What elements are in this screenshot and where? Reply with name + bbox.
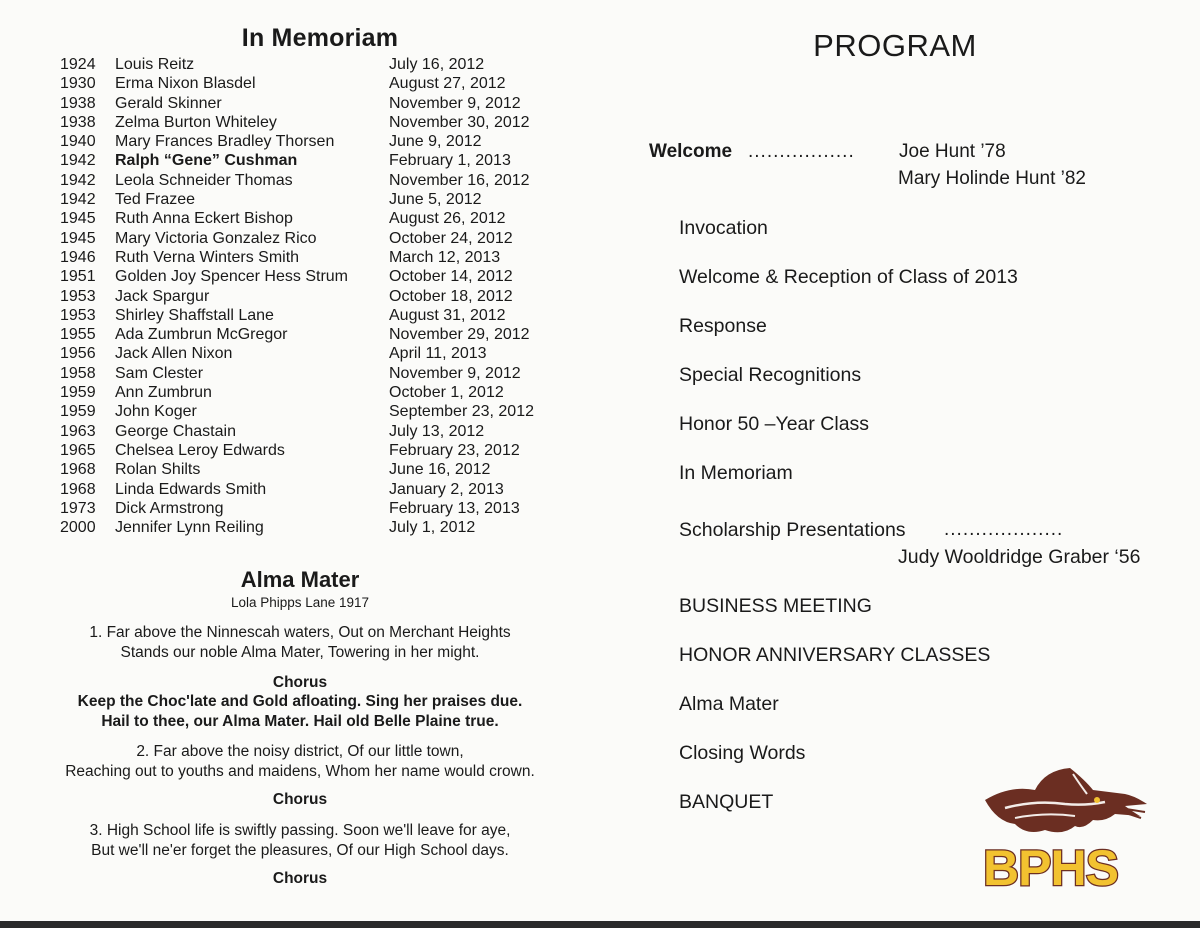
program-item-special-recognitions: Special Recognitions — [679, 364, 862, 386]
memoriam-row — [60, 518, 620, 537]
memoriam-year: 1953 — [60, 306, 96, 324]
chorus-line-2: Hail to thee, our Alma Mater. Hail old Belle Plaine true. — [101, 712, 499, 730]
memoriam-name: Ruth Verna Winters Smith — [115, 248, 300, 266]
memoriam-date: August 31, 2012 — [389, 306, 506, 324]
logo-text: BPHS — [983, 840, 1118, 895]
memoriam-year: 1968 — [60, 461, 96, 479]
memoriam-date: October 24, 2012 — [389, 229, 513, 247]
memoriam-date: June 9, 2012 — [389, 133, 482, 151]
memoriam-year: 1942 — [60, 152, 96, 170]
memoriam-date: June 16, 2012 — [389, 461, 491, 479]
chorus-heading-2: Chorus — [272, 791, 328, 808]
memoriam-name: Chelsea Leroy Edwards — [115, 441, 285, 459]
memoriam-row — [60, 287, 620, 306]
memoriam-date: November 9, 2012 — [389, 94, 521, 112]
memoriam-row — [60, 171, 620, 190]
memoriam-row — [60, 499, 620, 518]
memoriam-row — [60, 422, 620, 441]
verse-3 — [0, 821, 600, 860]
memoriam-date: June 5, 2012 — [389, 191, 482, 209]
memoriam-year: 1959 — [60, 403, 96, 421]
bphs-logo — [975, 760, 1155, 895]
memoriam-name: Dick Armstrong — [115, 499, 224, 517]
memoriam-year: 1946 — [60, 248, 96, 266]
memoriam-year: 1953 — [60, 287, 96, 305]
memoriam-name: Gerald Skinner — [115, 94, 222, 112]
memoriam-date: October 18, 2012 — [389, 287, 513, 305]
program-item-in-memoriam: In Memoriam — [679, 462, 793, 484]
memoriam-row — [60, 55, 620, 74]
program-item-response: Response — [679, 315, 767, 337]
memoriam-name: Ann Zumbrun — [115, 384, 212, 402]
program-item-invocation: Invocation — [679, 217, 768, 239]
memoriam-list — [60, 55, 620, 537]
memoriam-year: 1963 — [60, 422, 96, 440]
memoriam-row — [60, 113, 620, 132]
memoriam-name: Rolan Shilts — [115, 461, 201, 479]
memoriam-year: 1938 — [60, 94, 96, 112]
alma-mater-author: Lola Phipps Lane 1917 — [230, 595, 370, 610]
memoriam-date: January 2, 2013 — [389, 480, 504, 498]
verse-1-line-2: Stands our noble Alma Mater, Towering in her might. — [120, 643, 480, 661]
memoriam-row — [60, 306, 620, 325]
verse-1 — [0, 623, 600, 662]
memoriam-year: 1973 — [60, 499, 96, 517]
memoriam-date: August 27, 2012 — [389, 75, 506, 93]
memoriam-row — [60, 132, 620, 151]
scholarship-presenter: Judy Wooldridge Graber ‘56 — [898, 546, 1141, 568]
memoriam-name: Ada Zumbrun McGregor — [115, 326, 288, 344]
verse-3-line-2: But we'll ne'er forget the pleasures, Of our High School days. — [91, 841, 509, 859]
memoriam-name: George Chastain — [115, 422, 236, 440]
memoriam-date: April 11, 2013 — [389, 345, 487, 363]
memoriam-year: 1938 — [60, 113, 96, 131]
memoriam-row — [60, 151, 620, 170]
program-item-scholarship: Scholarship Presentations — [679, 519, 906, 541]
memoriam-row — [60, 229, 620, 248]
memoriam-year: 1959 — [60, 384, 96, 402]
memoriam-name: Jack Allen Nixon — [115, 345, 233, 363]
memoriam-date: November 30, 2012 — [389, 113, 530, 131]
verse-2-line-2: Reaching out to youths and maidens, Whom her name would crown. — [65, 762, 535, 780]
program-item-alma-mater: Alma Mater — [679, 693, 779, 715]
program-item-honor-anniversary: HONOR ANNIVERSARY CLASSES — [679, 644, 991, 666]
program-item-honor-50-year: Honor 50 –Year Class — [679, 413, 870, 435]
verse-2 — [0, 742, 600, 781]
memoriam-name: Erma Nixon Blasdel — [115, 75, 256, 93]
welcome-host-1: Joe Hunt ’78 — [899, 141, 1006, 162]
welcome-leader-dots: ................. — [748, 141, 855, 162]
memoriam-row — [60, 94, 620, 113]
memoriam-name: Ralph “Gene” Cushman — [115, 152, 298, 170]
memoriam-year: 1940 — [60, 133, 96, 151]
memoriam-name: Zelma Burton Whiteley — [115, 113, 277, 131]
scholarship-leader-dots: ................... — [944, 519, 1064, 540]
memoriam-name: Leola Schneider Thomas — [115, 171, 293, 189]
chorus-text — [0, 692, 600, 731]
memoriam-row — [60, 267, 620, 286]
memoriam-name: John Koger — [115, 403, 197, 421]
program-item-business-meeting: BUSINESS MEETING — [679, 595, 872, 617]
memoriam-year: 1965 — [60, 441, 96, 459]
memoriam-name: Louis Reitz — [115, 56, 195, 73]
memoriam-row — [60, 190, 620, 209]
memoriam-name: Ruth Anna Eckert Bishop — [115, 210, 293, 228]
memoriam-title: In Memoriam — [241, 24, 399, 52]
chorus-heading-3: Chorus — [272, 870, 328, 887]
memoriam-date: October 14, 2012 — [389, 268, 513, 286]
memoriam-row — [60, 209, 620, 228]
memoriam-year: 1968 — [60, 480, 96, 498]
memoriam-date: February 1, 2013 — [389, 152, 511, 170]
memoriam-row — [60, 441, 620, 460]
memoriam-year: 1942 — [60, 191, 96, 209]
memoriam-year: 1951 — [60, 268, 96, 286]
memoriam-date: November 16, 2012 — [389, 171, 530, 189]
memoriam-row — [60, 383, 620, 402]
program-title: PROGRAM — [813, 28, 977, 63]
welcome-host-2: Mary Holinde Hunt ’82 — [898, 168, 1086, 189]
memoriam-date: February 23, 2012 — [389, 441, 520, 459]
memoriam-date: July 13, 2012 — [389, 422, 485, 440]
memoriam-date: November 9, 2012 — [389, 364, 521, 382]
memoriam-date: March 12, 2013 — [389, 248, 501, 266]
memoriam-name: Mary Frances Bradley Thorsen — [115, 133, 335, 151]
memoriam-year: 1956 — [60, 345, 96, 363]
memoriam-row — [60, 74, 620, 93]
memoriam-name: Jennifer Lynn Reiling — [115, 519, 264, 537]
memoriam-year: 1958 — [60, 364, 96, 382]
program-item-closing-words: Closing Words — [679, 742, 806, 764]
memoriam-name: Shirley Shaffstall Lane — [115, 306, 274, 324]
memoriam-row — [60, 402, 620, 421]
memoriam-name: Golden Joy Spencer Hess Strum — [115, 268, 348, 286]
program-item-welcome-reception: Welcome & Reception of Class of 2013 — [679, 266, 1018, 288]
welcome-label: Welcome — [649, 141, 733, 162]
memoriam-date: October 1, 2012 — [389, 384, 504, 402]
memoriam-row — [60, 344, 620, 363]
memoriam-row — [60, 248, 620, 267]
memoriam-year: 1945 — [60, 229, 96, 247]
memoriam-name: Ted Frazee — [115, 191, 196, 209]
program-item-banquet: BANQUET — [679, 791, 774, 813]
memoriam-year: 2000 — [60, 519, 96, 537]
memoriam-row — [60, 325, 620, 344]
memoriam-date: August 26, 2012 — [389, 210, 506, 228]
memoriam-year: 1942 — [60, 171, 96, 189]
memoriam-year: 1955 — [60, 326, 96, 344]
memoriam-date: July 1, 2012 — [389, 519, 476, 537]
memoriam-row — [60, 480, 620, 499]
memoriam-date: February 13, 2013 — [389, 499, 520, 517]
memoriam-year: 1930 — [60, 75, 96, 93]
verse-2-line-1: 2. Far above the noisy district, Of our little town, — [136, 743, 464, 760]
page-bottom-edge — [0, 921, 1200, 928]
verse-3-line-1: 3. High School life is swiftly passing. Soon we'll leave for aye, — [89, 822, 511, 839]
memoriam-row — [60, 460, 620, 479]
memoriam-year: 1924 — [60, 56, 96, 73]
memoriam-date: November 29, 2012 — [389, 326, 530, 344]
memoriam-name: Sam Clester — [115, 364, 204, 382]
dragon-logo-icon — [975, 760, 1155, 895]
memoriam-name: Jack Spargur — [115, 287, 210, 305]
memoriam-row — [60, 364, 620, 383]
alma-mater-title: Alma Mater — [240, 567, 360, 592]
memoriam-date: September 23, 2012 — [389, 403, 534, 421]
memoriam-date: July 16, 2012 — [389, 56, 485, 73]
chorus-heading-1: Chorus — [272, 674, 328, 691]
chorus-line-1: Keep the Choc'late and Gold afloating. Sing her praises due. — [77, 693, 523, 710]
memoriam-name: Mary Victoria Gonzalez Rico — [115, 229, 317, 247]
memoriam-name: Linda Edwards Smith — [115, 480, 267, 498]
memoriam-year: 1945 — [60, 210, 96, 228]
verse-1-line-1: 1. Far above the Ninnescah waters, Out on Merchant Heights — [89, 624, 511, 641]
